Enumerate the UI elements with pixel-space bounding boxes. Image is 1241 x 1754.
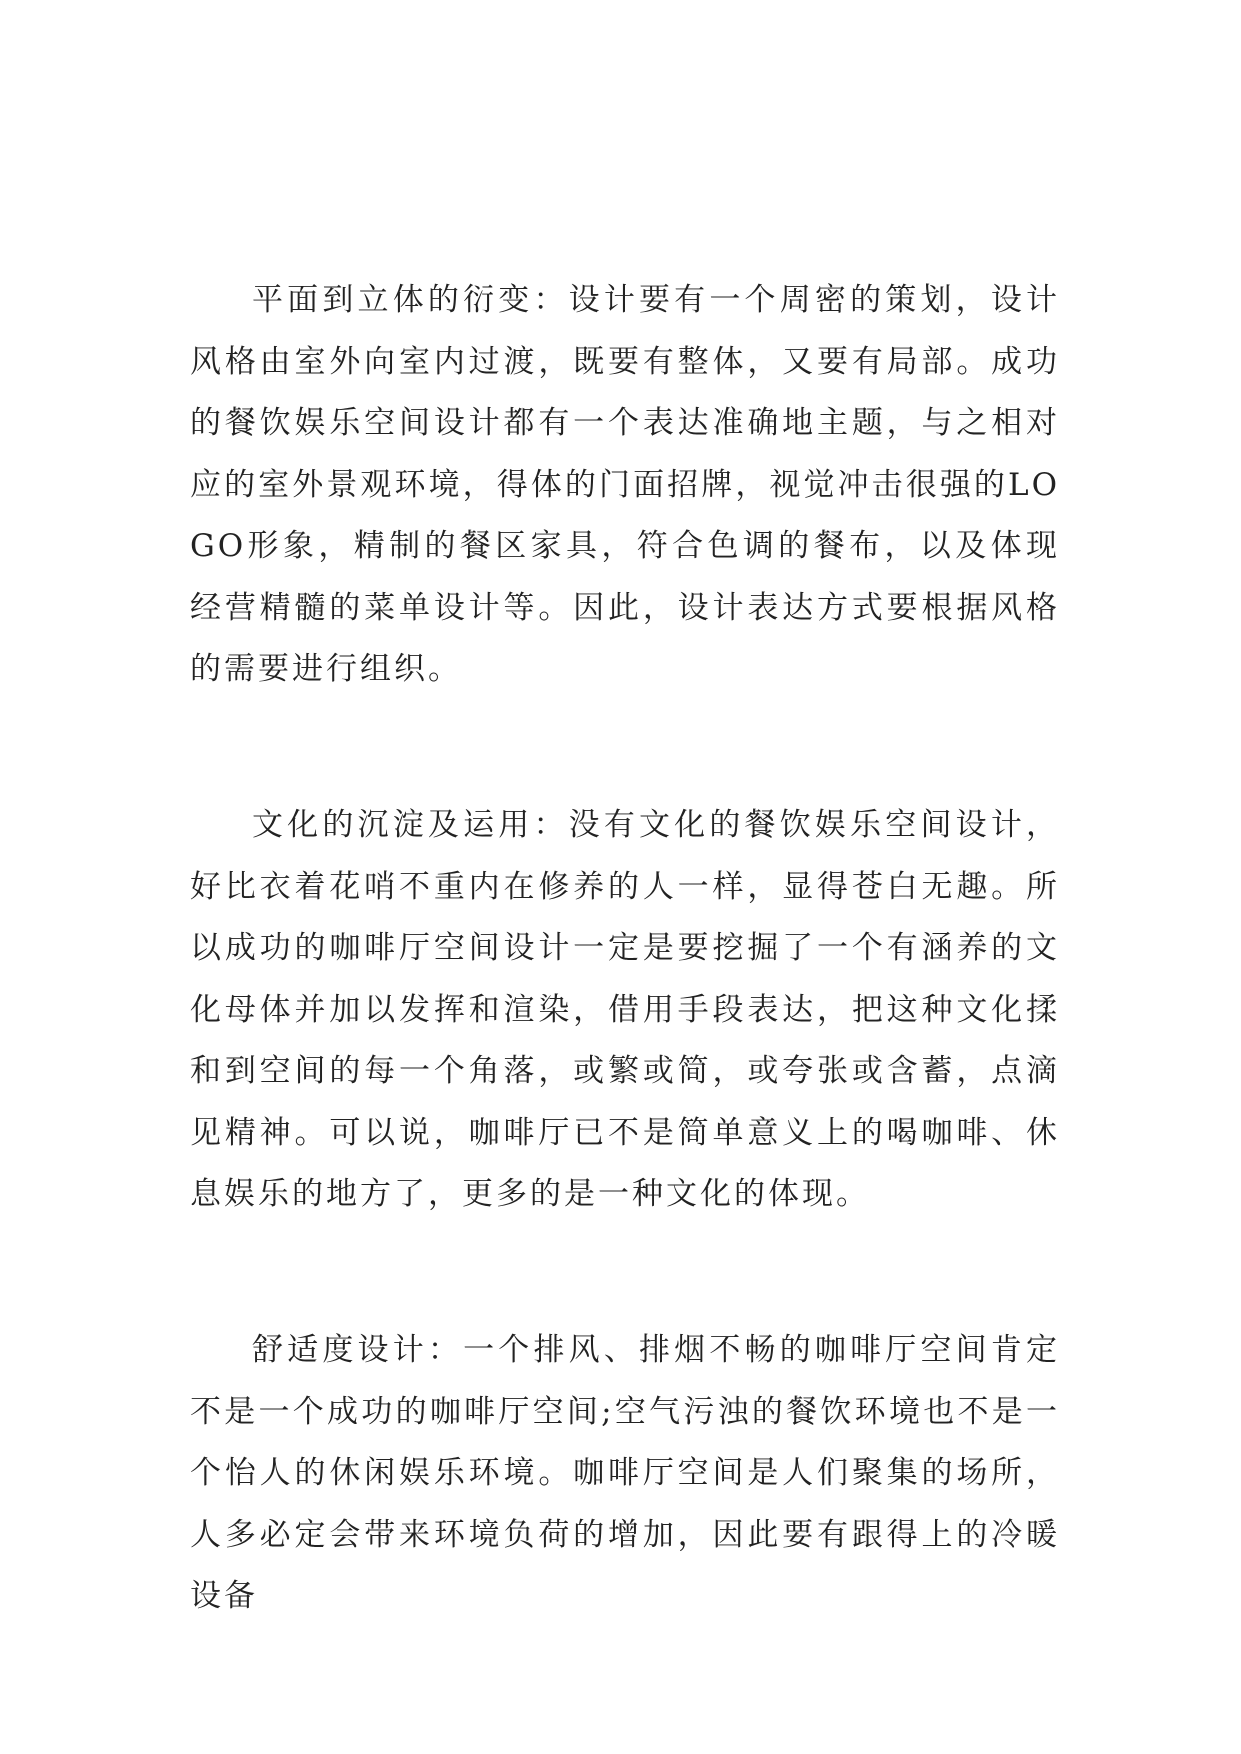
paragraph-comfort-design: 舒适度设计：一个排风、排烟不畅的咖啡厅空间肯定不是一个成功的咖啡厅空间;空气污浊的餐饮环境也不是一个怡人的休闲娱乐环境。咖啡厅空间是人们聚集的场所，人多必定会带来环境负荷的增加，因此要有跟得上的冷暖设备 — [190, 1332, 1060, 1614]
paragraph-culture: 文化的沉淀及运用：没有文化的餐饮娱乐空间设计，好比衣着花哨不重内在修养的人一样，显得苍白无趣。所以成功的咖啡厅空间设计一定是要挖掘了一个有涵养的文化母体并加以发挥和渲染，借用手段表达，把这种文化揉和到空间的每一个角落，或繁或简，或夸张或含蓄，点滴见精神。可以说，咖啡厅已不是简单意义上的喝咖啡、休息娱乐的地方了，更多的是一种文化的体现。 — [190, 807, 1060, 1212]
paragraph-layout-evolution: 平面到立体的衍变：设计要有一个周密的策划，设计风格由室外向室内过渡，既要有整体，又要有局部。成功的餐饮娱乐空间设计都有一个表达准确地主题，与之相对应的室外景观环境，得体的门面招牌，视觉冲击很强的LOGO形象，精制的餐区家具，符合色调的餐布，以及体现经营精髓的菜单设计等。因此，设计表达方式要根据风格的需要进行组织。 — [190, 282, 1060, 687]
